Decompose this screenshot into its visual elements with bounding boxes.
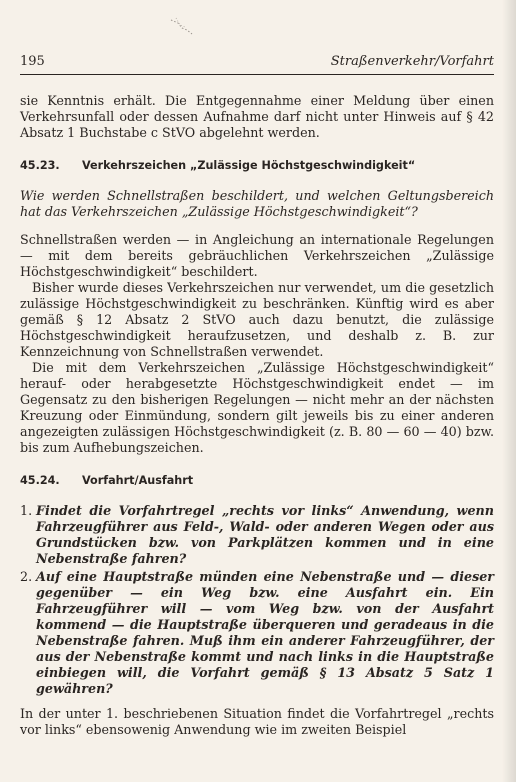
question-text: Auf eine Hauptstraße münden eine Nebenstraße und — dieser gegenüber — ein Weg bzw. eine Ausfahrt ein. Ein Fahrzeugführer will — vom Weg bzw. von der Ausfahrt kommend — die Hauptstraße überqueren und geradeaus in die Nebenstraße fahren. Muß ihm ein anderer Fahrzeugführer, der aus der Nebenstraße kommt und nach links in die Hauptstraße einbiegen will, die Vorfahrt gemäß § 13 Absatz 5 Satz 1 gewähren? <box>36 569 494 696</box>
question-number: 1. <box>20 503 33 518</box>
answer-paragraph: In der unter 1. beschriebenen Situation findet die Vorfahrtregel „rechts vor links“ ebensowenig Anwendung wie im zweiten Beispiel <box>20 706 494 737</box>
body-paragraph: Die mit dem Verkehrszeichen „Zulässige Höchstgeschwindigkeit“ herauf- oder herabgesetzte Höchstgeschwindigkeit endet — im Gegensatz zu den bisherigen Regelungen — nicht mehr an der nächsten Kreuzung oder Einmündung, sondern gilt jeweils bis zu einer anderen angezeigten zulässigen Höchstgeschwindigkeit (z. B. 80 — 60 — 40) bzw. bis zum Aufhebungszeichen. <box>20 360 494 455</box>
section-question: Wie werden Schnellstraßen beschildert, und welchen Geltungsbereich hat das Verkehrszeichen „Zulässige Höchstgeschwindigkeit“? <box>20 188 494 219</box>
page-number: 195 <box>20 54 45 69</box>
question-item <box>20 569 494 697</box>
section-title: Verkehrszeichen „Zulässige Höchstgeschwindigkeit“ <box>82 159 416 172</box>
section-number: 45.23. <box>20 159 60 172</box>
section-number: 45.24. <box>20 474 60 487</box>
question-number: 2. <box>20 569 33 584</box>
question-text: Findet die Vorfahrtregel „rechts vor links“ Anwendung, wenn Fahrzeugführer aus Feld-, Wald- oder anderen Wegen oder aus Grundstücken bzw. von Parkplätzen kommen und in eine Nebenstraße fahren? <box>36 503 494 566</box>
section-title: Vorfahrt/Ausfahrt <box>82 474 194 487</box>
section-heading-45-24 <box>20 473 494 489</box>
intro-paragraph: sie Kenntnis erhält. Die Entgegennahme einer Meldung über einen Verkehrsunfall oder dessen Aufnahme darf nicht unter Hinweis auf § 42 Absatz 1 Buchstabe c StVO abgelehnt werden. <box>20 93 494 140</box>
body-paragraph: Bisher wurde dieses Verkehrszeichen nur verwendet, um die gesetzlich zulässige Höchstgeschwindigkeit zu beschränken. Künftig wird es aber gemäß § 12 Absatz 2 StVO auch dazu benutzt, die zulässige Höchstgeschwindigkeit heraufzusetzen, und deshalb z. B. zur Kennzeichnung von Schnellstraßen verwendet. <box>20 280 494 359</box>
body-paragraph: Schnellstraßen werden — in Angleichung an internationale Regelungen — mit dem bereits gebräuchlichen Verkehrszeichen „Zulässige Höchstgeschwindigkeit“ beschildert. <box>20 232 494 279</box>
header-rule <box>20 74 494 75</box>
question-item <box>20 503 494 567</box>
running-head: Straßenverkehr/Vorfahrt <box>330 54 494 69</box>
ink-smudge-mark <box>168 14 198 40</box>
question-list <box>20 503 494 697</box>
page-body <box>20 93 494 738</box>
page-header <box>20 54 494 72</box>
page-spine-shadow <box>502 0 516 782</box>
section-heading-45-23 <box>20 158 494 174</box>
